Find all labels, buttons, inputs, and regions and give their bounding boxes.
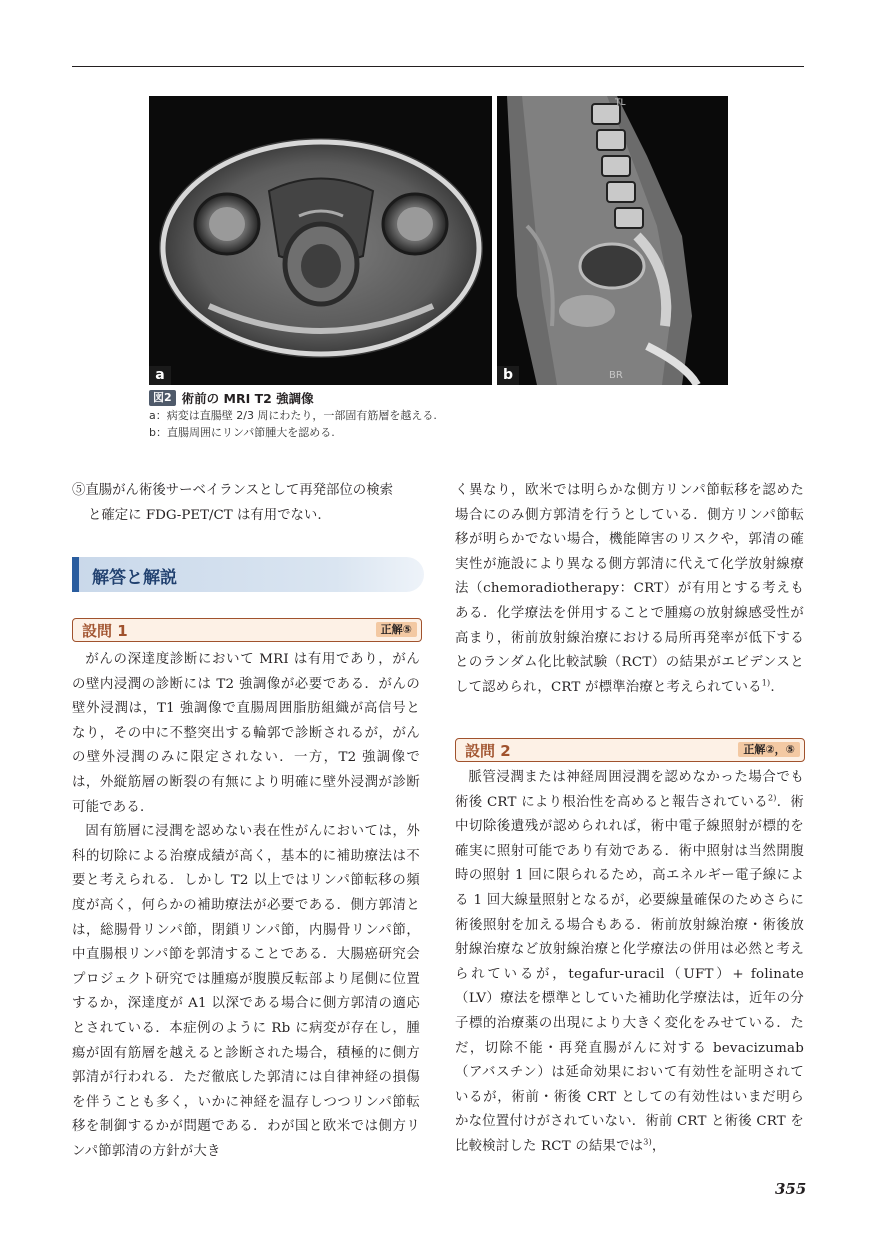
panel-a-label: a [149,366,171,385]
question-2-heading [455,738,805,762]
left-column-body [72,648,420,1164]
page-number: 355 [775,1180,807,1198]
mri-axial-image [149,96,492,385]
q1-paragraph-2: 固有筋層に浸潤を認めない表在性がんにおいては，外科的切除による治療成績が高く，基本的に補助療法は不要と考えられる．しかし T2 以上ではリンパ節転移の頻度が高く，何らかの補助療法が必要である．側方郭清とは，総腸骨リンパ節，閉鎖リンパ節，内腸骨リンパ節，中直腸根リンパ節を郭清することである．大腸癌研究会プロジェクト研究では腫瘍が腹膜反転部より尾側に位置するか，深達度が A1 以深である場合に側方郭清の適応とされている．本症例のように Rb に病変が存在し，腫瘍が固有筋層を越えると診断された場合，積極的に側方郭清が行われる．ただ徹底した郭清には自律神経の損傷を伴うことも多く，いかに神経を温存しつつリンパ節転移を制御するかが問題である．わが国と欧米では側方リンパ節郭清の方針が大き [72,824,420,1159]
question-1-heading [72,618,422,642]
figure-title: 術前の MRI T2 強調像 [181,391,314,406]
right-column-continuation [455,479,804,700]
choice-item-5-line1: ⑤直腸がん術後サーベイランスとして再発部位の検索 [72,483,393,498]
q2-text-2: ．術中切除後遺残が認められれば，術中電子線照射が標的を確実に照射可能であり有効である．術中照射は当然開腹時の照射 1 回に限られるため，高エネルギー電子線による 1 回大線量照射となるが，必要線量確保のためさらに術後照射を加える場合もある．術前放射線治療・術後放射線治療など放射線治療と化学療法の併用は必然と考えられているが，tegafur-uracil（UFT）+ folinate（LV）療法を標準としていた補助化学療法は，近年の分子標的治療薬の出現により大きく変化をみせている．ただ，切除不能・再発直腸がんに対する bevacizumab（アバスチン）は延命効果において有効性を証明されているが，術前・術後 CRT としての有効性はいまだ明らかな位置付けがされていない．術前 CRT と術後 CRT を比較検討した RCT の結果では [455,794,804,1154]
choice-item-5 [72,479,424,528]
panel-b-label: b [497,366,519,385]
q1-continued-end: . [770,679,775,695]
section-heading-text: 解答と解説 [92,568,177,588]
q2-paragraph [455,766,804,1160]
question-2-answer-badge: 正解②，⑤ [738,742,800,757]
question-2-label: 設問 2 [465,742,511,760]
figure-caption-title-row [149,389,749,407]
q2-text-3: ， [651,1138,666,1154]
q1-continued-text: く異なり，欧米では明らかな側方リンパ節転移を認めた場合にのみ側方郭清を行うとしている．側方リンパ節転移が明らかでない場合，機能障害のリスクや，郭清の確実性が施設により異なる側方郭清に代えて化学放射線療法（chemoradiotherapy：CRT）が有用とする考えもある．化学療法を併用することで腫瘍の放射線感受性が高まり，術前放射線治療における局所再発率が低下するとのランダム化比較試験（RCT）の結果がエビデンスとして認められ，CRT が標準治療と考えられている [455,483,804,695]
section-heading-bar [72,557,79,592]
question-2-body [455,766,804,1160]
reference-1: 1) [761,678,771,688]
caption-a: a：病変は直腸壁 2/3 周にわたり，一部固有筋層を越える. [149,409,437,422]
question-1-label: 設問 1 [82,622,128,640]
question-1-answer-badge: 正解⑤ [376,622,417,637]
choice-item-5-line2: と確定に FDG-PET/CT は有用でない. [88,507,322,523]
mri-sagittal-image [497,96,728,385]
panel-b-bottom-mark: BR [609,370,623,381]
q1-paragraph-continued [455,479,804,700]
q1-paragraph-1: がんの深達度診断において MRI は有用であり，がんの壁内浸潤の診断には T2 強調像が必要である．がんの壁外浸潤は，T1 強調像で直腸周囲脂肪組織が高信号となり，その中に不整突出する輪郭で診断されるが，がんの壁外浸潤のみに限定されない．一方，T2 強調像では，外縦筋層の断裂の有無により明確に壁外浸潤が診断可能である． [72,652,420,815]
header-rule [72,66,804,67]
reference-3: 3) [643,1137,652,1147]
reference-2: 2) [767,793,777,803]
figure-tag: 図2 [149,390,176,406]
panel-b-top-mark: TL [615,98,626,108]
q2-text-1: 脈管浸潤または神経周囲浸潤を認めなかった場合でも術後 CRT により根治性を高めると報告されている [455,770,804,810]
section-heading [72,557,424,592]
caption-b: b：直腸周囲にリンパ節腫大を認める. [149,426,335,439]
figure-caption [149,389,749,441]
